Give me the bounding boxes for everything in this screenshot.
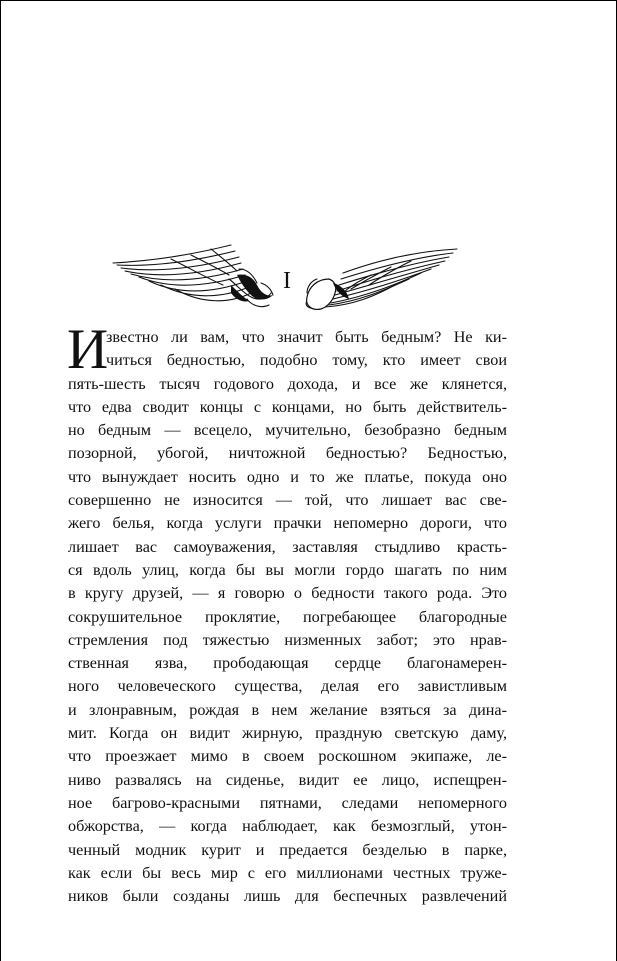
- text-line: и злонравным, рождая в нем желание взяться за дина-: [68, 700, 507, 719]
- text-line: звестно ли вам, что значит быть бедным? Не ки-: [106, 328, 507, 346]
- drop-cap: И: [67, 318, 109, 381]
- text-line: что проезжает мимо в своем роскошном экипаже, ле-: [68, 747, 507, 766]
- text-line: читься бедностью, подобно тому, кто имеет свои: [106, 351, 507, 370]
- text-line: что едва сводит концы с концами, но быть действитель-: [68, 397, 507, 416]
- text-line: пять-шесть тысяч годового дохода, и все же клянется,: [68, 374, 507, 393]
- text-line: позорной, убогой, ничтожной бедностью? Бедностью,: [68, 444, 507, 463]
- text-line: как если бы весь мир с его миллионами честных труже-: [68, 863, 507, 882]
- text-line: совершенно не износится — той, что лишает вас све-: [68, 491, 507, 510]
- text-line: в кругу друзей, — я говорю о бедности такого рода. Это: [68, 584, 507, 603]
- chapter-number: I: [283, 268, 291, 294]
- text-line: ного человеческого существа, делая его завистливым: [68, 677, 507, 696]
- chapter-text: [67, 318, 507, 908]
- text-line: что вынуждает носить одно и то же платье, покуда оно: [68, 467, 507, 486]
- text-line: стремления под тяжестью низменных забот; это нрав-: [68, 630, 507, 649]
- text-line: ниво развалясь на сиденье, видит ее лицо, испещрен-: [68, 770, 507, 789]
- text-line: жего белья, когда услуги прачки непомерно дороги, что: [68, 514, 507, 533]
- text-line: лишает вас самоуважения, заставляя стыдливо красть-: [68, 537, 507, 556]
- text-line: ченный модник курит и предается безделью в парке,: [68, 840, 507, 859]
- text-line: ственная язва, прободающая сердце благонамерен-: [68, 654, 507, 673]
- text-line: ся вдоль улиц, когда бы вы могли гордо шагать по ним: [68, 560, 507, 579]
- text-line: мит. Когда он видит жирную, праздную светскую даму,: [68, 724, 507, 743]
- text-line: но бедным — всецело, мучительно, безобразно бедным: [68, 421, 507, 440]
- text-line: ное багрово-красными пятнами, следами непомерного: [68, 793, 507, 812]
- text-line: ников были созданы лишь для беспечных развлечений: [68, 887, 507, 906]
- text-line: сокрушительное проклятие, погребающее благородные: [68, 607, 507, 626]
- wing-left-icon: [113, 245, 273, 307]
- text-line: обжорства, — когда наблюдает, как безмозглый, утон-: [68, 817, 507, 836]
